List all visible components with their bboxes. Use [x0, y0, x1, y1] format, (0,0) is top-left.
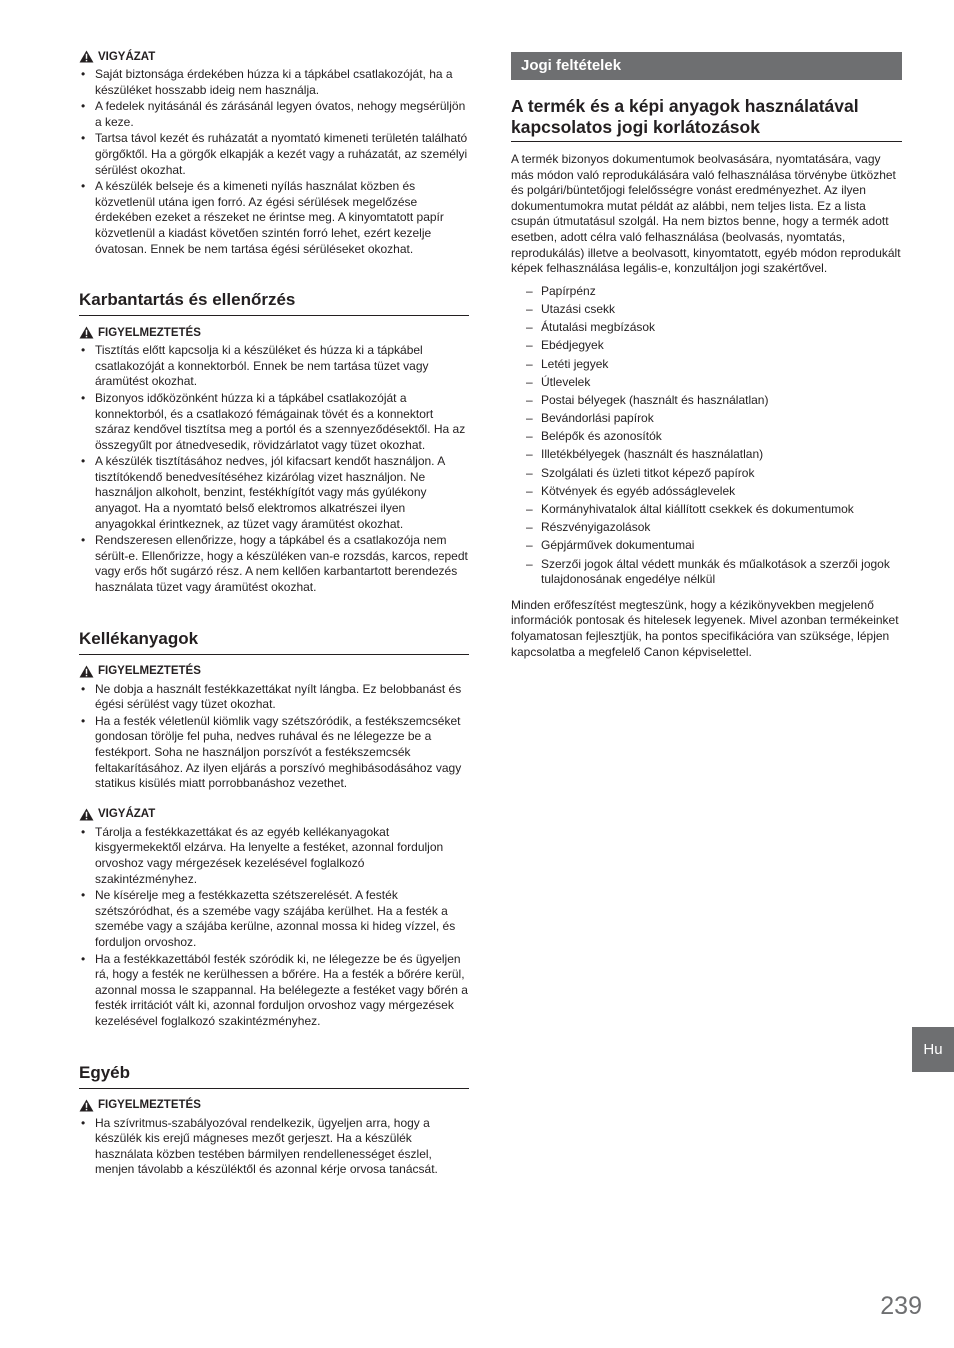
- list-item: • Ha szívritmus-szabályozóval rendelkezik, ügyeljen arra, hogy a készülék kis erejű mágneses mezőt gerjeszt. Ha a készülék használata közben testében bármilyen rendellenességet észlel, menjen távolabb a készüléktől és azonnal kérje orvosa tanácsát.: [79, 1116, 469, 1178]
- list-item: • Ha a festék véletlenül kiömlik vagy szétszóródik, a festékszemcséket gondosan törölje fel puha, nedves ruhával és ne lélegezze be a festékport. Soha ne használjon porszívót a festékszemcsék feltakarításához. Az ilyen eljárás a porszívó meghibásodásához vagy statikus kisülés miatt porrobbanáshoz vezethet.: [79, 714, 469, 792]
- intro-paragraph: A termék bizonyos dokumentumok beolvasására, nyomtatására, vagy más módon való reprodukálására való felhasználása törvénybe ütközhet és polgári/büntetőjogi felelősségre vonást eredményezhet. Az ilyen dokumentumokra mutat példát az alábbi, nem teljes lista. Ez a lista csupán útmutatásul szolgál. Ha nem biztos benne, hogy a termék adott esetben, adott célra való felhasználása (beolvasás, nyomtatás, reprodukálás) illetve a beolvasott, kinyomtatott, egyéb módon reprodukált képek felhasználása legális-e, konzultáljon jogi szakértővel.: [511, 152, 901, 276]
- section-banner: Jogi feltételek: [511, 52, 902, 80]
- list-item: – Kormányhivatalok által kiállított csekkek és dokumentumok: [511, 502, 902, 518]
- caution-list: [79, 67, 469, 257]
- caution-heading: VIGYÁZAT: [79, 50, 469, 63]
- document-list: [511, 284, 902, 588]
- warning-triangle-icon: [79, 326, 94, 339]
- list-item: – Részvényigazolások: [511, 520, 902, 536]
- list-item: • A készülék tisztításához nedves, jól kifacsart kendőt használjon. A tisztítókendő benedvesítéséhez kizárólag vizet használjon. Ne használjon alkoholt, benzint, festékhígítót vagy más gyúlékony anyagot. Ha a nyomtató belső elektromos alkatrészei ilyen anyagokkal érintkeznek, az tüzet vagy áramütést okozhat.: [79, 454, 469, 532]
- warning-list: [79, 682, 469, 792]
- list-item: – Útlevelek: [511, 375, 902, 391]
- list-item: • Ne dobja a használt festékkazettákat nyílt lángba. Ez belobbanást és égési sérülést vagy tüzet okozhat.: [79, 682, 469, 713]
- warning-heading: FIGYELMEZTETÉS: [79, 665, 469, 678]
- page-number: 239: [880, 1292, 922, 1320]
- caution-list: [79, 825, 469, 1030]
- warning-list: [79, 1116, 469, 1178]
- list-item: – Postai bélyegek (használt és használatlan): [511, 393, 902, 409]
- list-item: • A készülék belseje és a kimeneti nyílás használat közben és közvetlenül utána igen forró. Az égési sérülések megelőzése érdekében ezeket a részeket ne érintse meg. A kinyomtatott papír közvetlenül a kiadást követően szintén forró lehet, ezért kezelje óvatosan. Ennek be nem tartása égési sérüléseket okozhat.: [79, 179, 469, 257]
- warning-list: [79, 343, 469, 596]
- list-item: – Szerzői jogok által védett munkák és műalkotások a szerzői jogok tulajdonosának engedélye nélkül: [511, 557, 902, 588]
- list-item: – Ebédjegyek: [511, 338, 902, 354]
- list-item: • Rendszeresen ellenőrizze, hogy a tápkábel és a csatlakozója nem sérült-e. Ellenőrizze, hogy a készüléken van-e rozsdás, karcos, repedt vagy erős hőt sugárzó rész. A nem kellően karbantartott berendezés használata tüzet vagy áramütést okozhat.: [79, 533, 469, 595]
- list-item: • A fedelek nyitásánál és zárásánál legyen óvatos, nehogy megsérüljön a keze.: [79, 99, 469, 130]
- list-item: • Ha a festékkazettából festék szóródik ki, ne lélegezze be és ügyeljen rá, hogy a festék ne kerülhessen a bőrére. Ha a festék a bőrére kerül, azonnal mossa le szappannal. Ha belélegezte a festéket vagy bőrén a festék irritációt vált ki, azonnal forduljon orvoshoz vagy mérgezések kezelésével foglalkozó szakintézményhez.: [79, 952, 469, 1030]
- warning-triangle-icon: [79, 50, 94, 63]
- list-item: – Papírpénz: [511, 284, 902, 300]
- list-item: – Kötvények és egyéb adósságlevelek: [511, 484, 902, 500]
- section-title-consumables: Kellékanyagok: [79, 629, 469, 655]
- right-column: [511, 50, 902, 660]
- list-item: • Tisztítás előtt kapcsolja ki a készüléket és húzza ki a tápkábel csatlakozóját a konnektorból. Ennek be nem tartása tüzet vagy áramütést okozhat.: [79, 343, 469, 390]
- list-item: • Tárolja a festékkazettákat és az egyéb kellékanyagokat kisgyermekektől elzárva. Ha lenyelte a festéket, azonnal forduljon orvoshoz vagy mérgezések kezelésével foglalkozó szakintézményhez.: [79, 825, 469, 887]
- warning-triangle-icon: [79, 808, 94, 821]
- list-item: • Ne kísérelje meg a festékkazetta szétszerelését. A festék szétszóródhat, és a szemébe vagy szájába kerülhet. Ha a festék a szemébe vagy a szájába kerülne, azonnal mossa ki hideg vízzel, és forduljon orvoshoz.: [79, 888, 469, 950]
- list-item: – Letéti jegyek: [511, 357, 902, 373]
- list-item: – Utazási csekk: [511, 302, 902, 318]
- list-item: – Bevándorlási papírok: [511, 411, 902, 427]
- section-title-maintenance: Karbantartás és ellenőrzés: [79, 290, 469, 316]
- left-column: [79, 50, 469, 1179]
- warning-triangle-icon: [79, 1099, 94, 1112]
- section-title-other: Egyéb: [79, 1063, 469, 1089]
- list-item: – Szolgálati és üzleti titkot képező papírok: [511, 466, 902, 482]
- closing-paragraph: Minden erőfeszítést megteszünk, hogy a kézikönyvekben megjelenő információk pontosak és hitelesek legyenek. Mivel azonban termékeinket folyamatosan fejlesztjük, ha pontos specifikációra van szüksége, lépjen kapcsolatba a megfelelő Canon képviselettel.: [511, 597, 899, 659]
- list-item: • Saját biztonsága érdekében húzza ki a tápkábel csatlakozóját, ha a készüléket hosszabb ideig nem használja.: [79, 67, 469, 98]
- list-item: • Bizonyos időközönként húzza ki a tápkábel csatlakozóját a konnektorból, és a csatlakozó fémágainak tövét és a konnektort száraz kendővel tisztítsa meg a portól és a szennyeződésektől. Ha az összegyűlt por átnedvesedik, rövidzárlatot vagy tüzet okozhat.: [79, 391, 469, 453]
- warning-triangle-icon: [79, 665, 94, 678]
- language-tab: Hu: [912, 1027, 954, 1072]
- caution-heading: VIGYÁZAT: [79, 808, 469, 821]
- list-item: • Tartsa távol kezét és ruházatát a nyomtató kimeneti területén található görgőktől. Ha a görgők elkapják a kezét vagy a ruházatát, az személyi sérülést okozhat.: [79, 131, 469, 178]
- list-item: – Átutalási megbízások: [511, 320, 902, 336]
- list-item: – Gépjárművek dokumentumai: [511, 538, 902, 554]
- list-item: – Belépők és azonosítók: [511, 429, 902, 445]
- page-title: A termék és a képi anyagok használatával kapcsolatos jogi korlátozások: [511, 96, 902, 142]
- warning-heading: FIGYELMEZTETÉS: [79, 1099, 469, 1112]
- list-item: – Illetékbélyegek (használt és használatlan): [511, 447, 902, 463]
- warning-heading: FIGYELMEZTETÉS: [79, 326, 469, 339]
